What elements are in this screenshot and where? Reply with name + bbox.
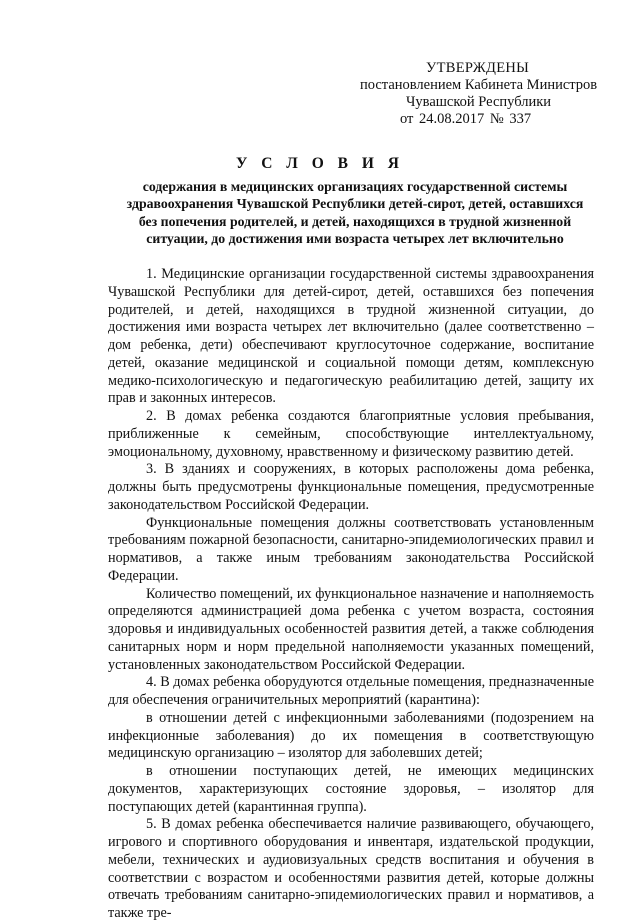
- paragraph-4-isolation-sick: в отношении детей с инфекционными заболеваниями (подозрением на инфекционные заболевания) до их помещения в соответствующую медицинскую организацию – изолятор для заболевших детей;: [108, 709, 594, 762]
- paragraph-4: 4. В домах ребенка оборудуются отдельные помещения, предназначенные для обеспечения ограничительных мероприятий (карантина):: [108, 674, 594, 708]
- approval-authority: постановлением Кабинета Министров: [360, 77, 598, 93]
- paragraph-2: 2. В домах ребенка создаются благоприятные условия пребывания, приближенные к семейным, способствующие интеллектуальному, эмоциональному, духовному, нравственному и физическому развитию детей.: [108, 408, 594, 460]
- paragraph-3-functional-rooms: Функциональные помещения должны соответствовать установленным требованиям пожарной безопасности, санитарно-эпидемиологических правил и нормативов, а также иным требованиям законодательства Российской Федерации.: [108, 514, 594, 584]
- approval-block: [330, 60, 610, 128]
- approval-date-number: от 24.08.2017 № 337: [400, 111, 532, 127]
- paragraph-3: 3. В зданиях и сооружениях, в которых расположены дома ребенка, должны быть предусмотрены функциональные помещения, предусмотренные законодательством Российской Федерации.: [108, 461, 594, 513]
- paragraph-3-room-count: Количество помещений, их функциональное назначение и наполняемость определяются администрацией дома ребенка с учетом возраста, состояния здоровья и индивидуальных особенностей развития детей, а также соблюдения санитарных норм и норм предельной наполняемости указанных помещений, установленных законодательством Российской Федерации.: [108, 585, 594, 673]
- paragraph-5: 5. В домах ребенка обеспечивается наличие развивающего, обучающего, игрового и спортивного оборудования и инвентаря, издательской продукции, мебели, технических и аудиовизуальных средств воспитания и обучения в соответствии с возрастом и особенностями развития детей, которые должны отвечать требованиям санитарно-эпидемиологических правил и нормативов, а также тре-: [108, 816, 594, 921]
- document-subtitle: содержания в медицинских организациях государственной системы здравоохранения Чувашской Республики детей-сирот, детей, оставшихся без попечения родителей, и детей, находящихся в трудной жизненной ситуации, до достижения ими возраста четырех лет включительно: [126, 179, 584, 246]
- paragraph-4-isolation-arriving: в отношении поступающих детей, не имеющих медицинских документов, характеризующих состояние здоровья, – изолятор для поступающих детей (карантинная группа).: [108, 763, 594, 815]
- approval-republic: Чувашской Республики: [406, 94, 552, 110]
- document-title: У С Л О В И Я: [235, 155, 404, 172]
- approval-title: УТВЕРЖДЕНЫ: [426, 60, 530, 76]
- paragraph-1: 1. Медицинские организации государственной системы здравоохранения Чувашской Республики для детей-сирот, детей, оставшихся без попечения родителей, и детей, находящихся в трудной жизненной ситуации, до достижения ими возраста четырех лет включительно (далее соответственно – дом ребенка, дети) обеспечивают круглосуточное содержание, воспитание детей, оказание медицинской и социальной помощи детям, комплексную медико-психологическую и педагогическую реабилитацию детей, защиту их прав и законных интересов.: [108, 266, 594, 407]
- document-body: [108, 266, 594, 923]
